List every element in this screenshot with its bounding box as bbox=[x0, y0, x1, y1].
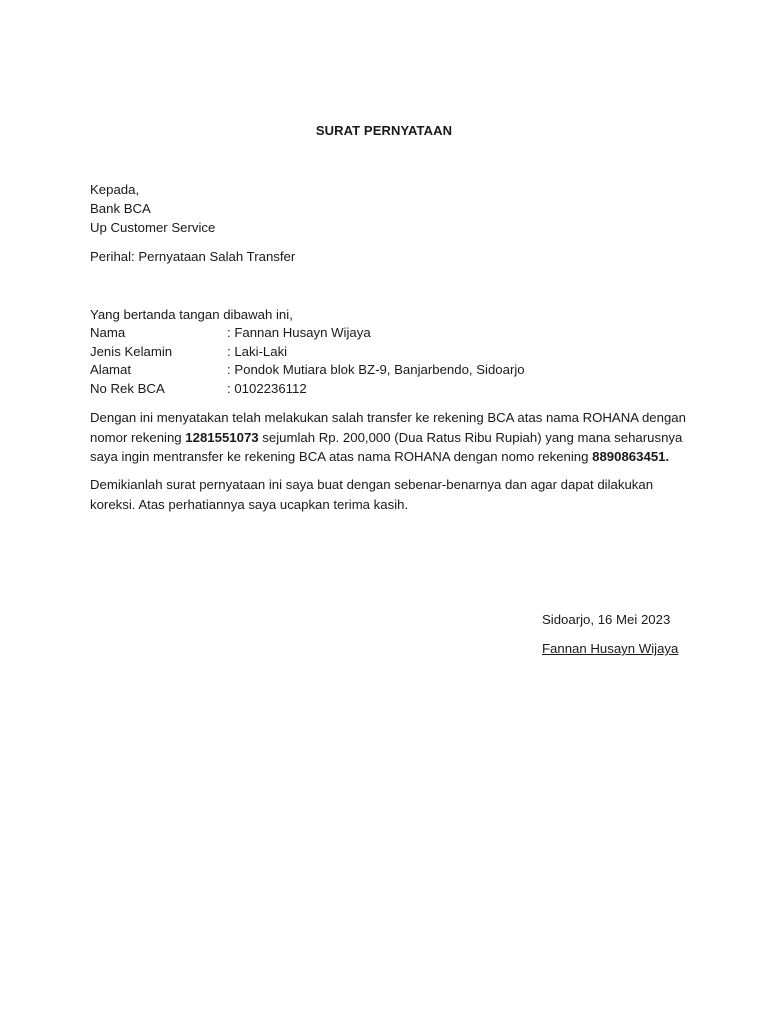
recipient-line-1: Kepada, bbox=[90, 182, 140, 197]
field-value: : Fannan Husayn Wijaya bbox=[227, 325, 371, 340]
signer-name: Fannan Husayn Wijaya bbox=[542, 641, 679, 656]
field-row-address bbox=[90, 362, 525, 377]
field-label: Nama bbox=[90, 325, 126, 340]
body-text: Dengan ini menyatakan telah melakukan salah transfer ke rekening BCA atas nama ROHANA dengan nomor rekening bbox=[90, 410, 686, 445]
place-date: Sidoarjo, 16 Mei 2023 bbox=[542, 612, 671, 627]
body-paragraph-1 bbox=[90, 408, 690, 467]
recipient-line-2: Bank BCA bbox=[90, 201, 151, 216]
field-label: No Rek BCA bbox=[90, 381, 165, 396]
field-row-account bbox=[90, 381, 307, 396]
field-value: : Pondok Mutiara blok BZ-9, Banjarbendo, Sidoarjo bbox=[227, 362, 525, 377]
field-value: : 0102236112 bbox=[227, 381, 307, 396]
subject-line: Perihal: Pernyataan Salah Transfer bbox=[90, 249, 296, 264]
field-row-gender bbox=[90, 344, 287, 359]
wrong-account-number: 1281551073 bbox=[185, 429, 259, 445]
intro-line: Yang bertanda tangan dibawah ini, bbox=[90, 307, 293, 322]
body-paragraph-2: Demikianlah surat pernyataan ini saya buat dengan sebenar-benarnya dan agar dapat dilakukan koreksi. Atas perhatiannya saya ucapkan terima kasih. bbox=[90, 477, 654, 512]
field-label: Jenis Kelamin bbox=[90, 344, 173, 359]
field-value: : Laki-Laki bbox=[227, 344, 288, 359]
field-label: Alamat bbox=[90, 362, 132, 377]
recipient-line-3: Up Customer Service bbox=[90, 220, 216, 235]
field-row-name bbox=[90, 325, 371, 340]
document-title: SURAT PERNYATAAN bbox=[315, 123, 453, 138]
correct-account-number: 8890863451. bbox=[592, 449, 670, 464]
body-text: sejumlah Rp. 200,000 (Dua Ratus Ribu Rupiah) yang mana seharusnya saya ingin mentransfer ke rekening BCA atas nama ROHANA dengan nomo rekening bbox=[90, 429, 683, 464]
